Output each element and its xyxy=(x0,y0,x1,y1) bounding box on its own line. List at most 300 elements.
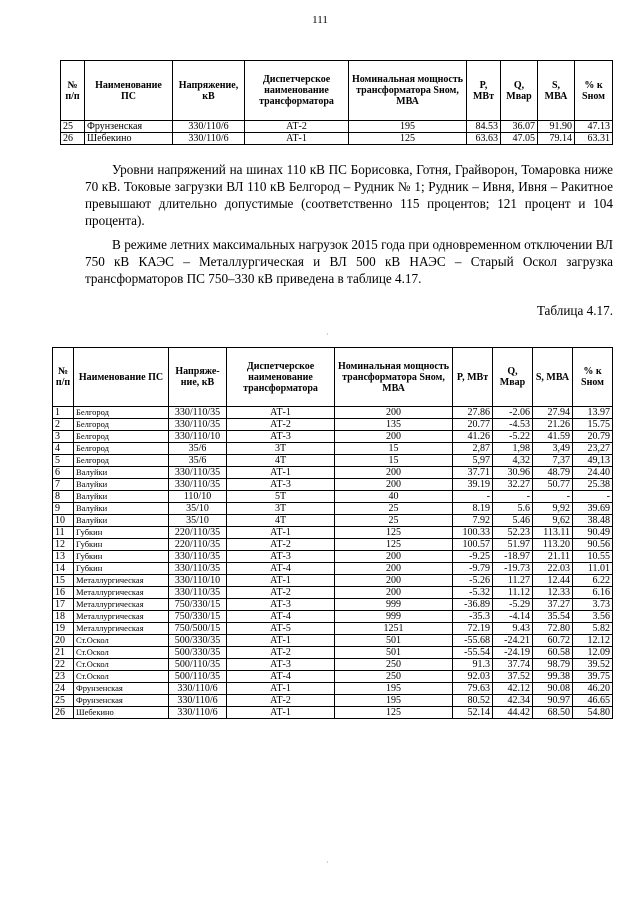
cell-percent: 47.13 xyxy=(575,121,613,133)
cell-s: 113.20 xyxy=(533,539,573,551)
cell-s: 113.11 xyxy=(533,527,573,539)
cell-transformer: АТ-1 xyxy=(227,527,335,539)
cell-index: 22 xyxy=(53,659,74,671)
cell-p: 8.19 xyxy=(453,503,493,515)
cell-transformer: 4Т xyxy=(227,515,335,527)
table-row xyxy=(53,407,613,419)
cell-substation: Фрунзенская xyxy=(74,683,169,695)
cell-transformer: АТ-1 xyxy=(227,575,335,587)
table-top-body xyxy=(61,121,613,145)
table-row xyxy=(61,121,613,133)
cell-rated-power: 200 xyxy=(335,551,453,563)
paragraph-voltage-levels: Уровни напряжений на шинах 110 кВ ПС Борисовка, Готня, Грайворон, Томаровка ниже 70 кВ. Токовые загрузки ВЛ 110 кВ Белгород – Рудник № 1; Рудник – Ивня, Ивня – Ракитное превышают длительно допустимые (соответственно 115 процентов; 121 процент и 104 процента). xyxy=(85,162,613,228)
cell-s: 37.27 xyxy=(533,599,573,611)
table-row xyxy=(53,443,613,455)
table-row xyxy=(53,515,613,527)
cell-q: 51.97 xyxy=(493,539,533,551)
header-cell: Диспетчерское наименование трансформатора xyxy=(245,61,349,121)
cell-p: 79.63 xyxy=(453,683,493,695)
cell-voltage: 35/6 xyxy=(169,443,227,455)
cell-q: 4,32 xyxy=(493,455,533,467)
cell-percent: 5.82 xyxy=(573,623,613,635)
table-main xyxy=(52,347,613,719)
cell-transformer: АТ-1 xyxy=(227,635,335,647)
cell-voltage: 330/110/6 xyxy=(173,133,245,145)
cell-rated-power: 501 xyxy=(335,647,453,659)
cell-q: 52.23 xyxy=(493,527,533,539)
cell-index: 21 xyxy=(53,647,74,659)
cell-q: 37.74 xyxy=(493,659,533,671)
cell-voltage: 220/110/35 xyxy=(169,527,227,539)
table-main-body xyxy=(53,407,613,719)
cell-index: 4 xyxy=(53,443,74,455)
cell-index: 17 xyxy=(53,599,74,611)
table-row xyxy=(61,133,613,145)
cell-q: 42.34 xyxy=(493,695,533,707)
cell-s: 27.94 xyxy=(533,407,573,419)
cell-percent: 3.73 xyxy=(573,599,613,611)
header-cell: Номинальная мощность трансформатора Sном, МВА xyxy=(349,61,467,121)
cell-percent: - xyxy=(573,491,613,503)
cell-percent: 20.79 xyxy=(573,431,613,443)
cell-substation: Губкин xyxy=(74,539,169,551)
cell-voltage: 750/330/15 xyxy=(169,611,227,623)
cell-p: 92.03 xyxy=(453,671,493,683)
cell-percent: 15.75 xyxy=(573,419,613,431)
cell-index: 24 xyxy=(53,683,74,695)
cell-percent: 39.75 xyxy=(573,671,613,683)
cell-q: -2.06 xyxy=(493,407,533,419)
cell-q: - xyxy=(493,491,533,503)
cell-s: 21.26 xyxy=(533,419,573,431)
cell-voltage: 330/110/35 xyxy=(169,551,227,563)
cell-voltage: 330/110/35 xyxy=(169,563,227,575)
cell-p: 5,97 xyxy=(453,455,493,467)
cell-q: 11.12 xyxy=(493,587,533,599)
cell-rated-power: 15 xyxy=(335,455,453,467)
cell-p: -5.32 xyxy=(453,587,493,599)
cell-rated-power: 40 xyxy=(335,491,453,503)
cell-voltage: 500/110/35 xyxy=(169,671,227,683)
cell-p: 91.3 xyxy=(453,659,493,671)
table-row xyxy=(53,491,613,503)
cell-substation: Белгород xyxy=(74,407,169,419)
cell-voltage: 750/330/15 xyxy=(169,599,227,611)
table-row xyxy=(53,599,613,611)
cell-rated-power: 200 xyxy=(335,587,453,599)
cell-q: 44.42 xyxy=(493,707,533,719)
cell-q: 1,98 xyxy=(493,443,533,455)
cell-rated-power: 195 xyxy=(335,695,453,707)
header-cell: % к Sном xyxy=(575,61,613,121)
cell-substation: Губкин xyxy=(74,563,169,575)
header-cell: S, МВА xyxy=(538,61,575,121)
cell-index: 2 xyxy=(53,419,74,431)
cell-index: 18 xyxy=(53,611,74,623)
cell-s: 35.54 xyxy=(533,611,573,623)
table-row xyxy=(53,659,613,671)
cell-q: 36.07 xyxy=(501,121,538,133)
table-row xyxy=(53,671,613,683)
cell-substation: Шебекино xyxy=(85,133,173,145)
cell-transformer: АТ-4 xyxy=(227,563,335,575)
cell-s: 68.50 xyxy=(533,707,573,719)
cell-transformer: 5Т xyxy=(227,491,335,503)
cell-voltage: 330/110/10 xyxy=(169,431,227,443)
table-row xyxy=(53,539,613,551)
cell-percent: 6.16 xyxy=(573,587,613,599)
header-cell: Диспетчерское наименование трансформатора xyxy=(227,348,335,407)
cell-p: 27.86 xyxy=(453,407,493,419)
cell-index: 8 xyxy=(53,491,74,503)
cell-p: 63.63 xyxy=(467,133,501,145)
table-row xyxy=(53,647,613,659)
cell-s: 98.79 xyxy=(533,659,573,671)
cell-transformer: АТ-4 xyxy=(227,671,335,683)
cell-q: 30.96 xyxy=(493,467,533,479)
cell-transformer: 3Т xyxy=(227,503,335,515)
cell-p: 2,87 xyxy=(453,443,493,455)
cell-transformer: АТ-2 xyxy=(227,695,335,707)
cell-index: 25 xyxy=(53,695,74,707)
cell-transformer: АТ-1 xyxy=(245,133,349,145)
cell-percent: 46.65 xyxy=(573,695,613,707)
cell-transformer: 4Т xyxy=(227,455,335,467)
cell-percent: 11.01 xyxy=(573,563,613,575)
header-cell: Напряже-ние, кВ xyxy=(169,348,227,407)
cell-transformer: АТ-5 xyxy=(227,623,335,635)
cell-voltage: 500/330/35 xyxy=(169,647,227,659)
cell-s: 22.03 xyxy=(533,563,573,575)
cell-q: 47.05 xyxy=(501,133,538,145)
cell-s: 60.72 xyxy=(533,635,573,647)
cell-index: 14 xyxy=(53,563,74,575)
cell-index: 1 xyxy=(53,407,74,419)
table-row xyxy=(53,431,613,443)
cell-rated-power: 200 xyxy=(335,479,453,491)
table-row xyxy=(53,503,613,515)
cell-rated-power: 250 xyxy=(335,671,453,683)
header-cell: Q, Мвар xyxy=(501,61,538,121)
cell-transformer: АТ-1 xyxy=(227,467,335,479)
cell-voltage: 330/110/6 xyxy=(169,683,227,695)
cell-voltage: 330/110/35 xyxy=(169,479,227,491)
cell-s: 12.33 xyxy=(533,587,573,599)
cell-percent: 6.22 xyxy=(573,575,613,587)
cell-s: 50.77 xyxy=(533,479,573,491)
table-row xyxy=(53,623,613,635)
cell-p: 41.26 xyxy=(453,431,493,443)
cell-index: 19 xyxy=(53,623,74,635)
cell-transformer: АТ-1 xyxy=(227,683,335,695)
cell-voltage: 220/110/35 xyxy=(169,539,227,551)
cell-rated-power: 200 xyxy=(335,431,453,443)
cell-s: - xyxy=(533,491,573,503)
scan-mark: · xyxy=(326,858,329,867)
cell-voltage: 35/10 xyxy=(169,503,227,515)
cell-substation: Металлургическая xyxy=(74,575,169,587)
header-cell: % к Sном xyxy=(573,348,613,407)
cell-substation: Металлургическая xyxy=(74,599,169,611)
cell-rated-power: 125 xyxy=(335,539,453,551)
header-cell: № п/п xyxy=(53,348,74,407)
cell-rated-power: 125 xyxy=(335,527,453,539)
header-cell: Наименование ПС xyxy=(74,348,169,407)
table-row xyxy=(53,683,613,695)
cell-p: - xyxy=(453,491,493,503)
cell-p: 7.92 xyxy=(453,515,493,527)
cell-transformer: АТ-2 xyxy=(227,419,335,431)
cell-voltage: 330/110/6 xyxy=(173,121,245,133)
cell-percent: 90.56 xyxy=(573,539,613,551)
cell-p: 72.19 xyxy=(453,623,493,635)
cell-transformer: АТ-3 xyxy=(227,431,335,443)
cell-voltage: 500/110/35 xyxy=(169,659,227,671)
cell-p: 20.77 xyxy=(453,419,493,431)
cell-index: 12 xyxy=(53,539,74,551)
scan-mark: · xyxy=(326,330,329,339)
cell-s: 91.90 xyxy=(538,121,575,133)
cell-substation: Белгород xyxy=(74,443,169,455)
cell-transformer: АТ-4 xyxy=(227,611,335,623)
cell-substation: Фрунзенская xyxy=(74,695,169,707)
cell-voltage: 110/10 xyxy=(169,491,227,503)
cell-voltage: 500/330/35 xyxy=(169,635,227,647)
cell-s: 9,62 xyxy=(533,515,573,527)
cell-rated-power: 999 xyxy=(335,611,453,623)
header-cell: S, МВА xyxy=(533,348,573,407)
cell-rated-power: 501 xyxy=(335,635,453,647)
cell-substation: Валуйки xyxy=(74,515,169,527)
cell-p: 52.14 xyxy=(453,707,493,719)
cell-s: 90.08 xyxy=(533,683,573,695)
cell-p: -9.25 xyxy=(453,551,493,563)
cell-q: -4.14 xyxy=(493,611,533,623)
cell-transformer: АТ-3 xyxy=(227,659,335,671)
header-cell: Напряжение, кВ xyxy=(173,61,245,121)
cell-s: 79.14 xyxy=(538,133,575,145)
cell-p: 37.71 xyxy=(453,467,493,479)
cell-rated-power: 250 xyxy=(335,659,453,671)
cell-transformer: АТ-2 xyxy=(227,539,335,551)
cell-rated-power: 200 xyxy=(335,563,453,575)
cell-substation: Ст.Оскол xyxy=(74,635,169,647)
cell-rated-power: 25 xyxy=(335,515,453,527)
table-row xyxy=(53,587,613,599)
cell-voltage: 330/110/35 xyxy=(169,587,227,599)
header-cell: P, МВт xyxy=(453,348,493,407)
cell-percent: 38.48 xyxy=(573,515,613,527)
cell-substation: Металлургическая xyxy=(74,587,169,599)
table-row xyxy=(53,635,613,647)
cell-transformer: АТ-1 xyxy=(227,707,335,719)
cell-substation: Валуйки xyxy=(74,503,169,515)
cell-s: 72.80 xyxy=(533,623,573,635)
cell-rated-power: 25 xyxy=(335,503,453,515)
cell-q: -19.73 xyxy=(493,563,533,575)
cell-rated-power: 200 xyxy=(335,407,453,419)
cell-voltage: 35/6 xyxy=(169,455,227,467)
cell-voltage: 330/110/10 xyxy=(169,575,227,587)
cell-s: 48.79 xyxy=(533,467,573,479)
cell-transformer: АТ-1 xyxy=(227,407,335,419)
cell-index: 10 xyxy=(53,515,74,527)
cell-substation: Белгород xyxy=(74,431,169,443)
cell-substation: Белгород xyxy=(74,419,169,431)
cell-p: -5.26 xyxy=(453,575,493,587)
cell-s: 60.58 xyxy=(533,647,573,659)
cell-substation: Валуйки xyxy=(74,491,169,503)
cell-substation: Валуйки xyxy=(74,467,169,479)
cell-substation: Металлургическая xyxy=(74,623,169,635)
cell-percent: 12.09 xyxy=(573,647,613,659)
cell-percent: 90.49 xyxy=(573,527,613,539)
cell-s: 12.44 xyxy=(533,575,573,587)
cell-p: 80.52 xyxy=(453,695,493,707)
table-row xyxy=(53,563,613,575)
cell-index: 9 xyxy=(53,503,74,515)
cell-percent: 54.80 xyxy=(573,707,613,719)
cell-index: 15 xyxy=(53,575,74,587)
cell-percent: 10.55 xyxy=(573,551,613,563)
cell-q: -24.19 xyxy=(493,647,533,659)
table-top-header xyxy=(61,61,613,121)
table-caption: Таблица 4.17. xyxy=(536,303,613,318)
cell-transformer: АТ-2 xyxy=(227,647,335,659)
table-row xyxy=(53,611,613,623)
cell-q: -5.29 xyxy=(493,599,533,611)
cell-rated-power: 200 xyxy=(335,575,453,587)
cell-substation: Ст.Оскол xyxy=(74,647,169,659)
cell-s: 21.11 xyxy=(533,551,573,563)
cell-transformer: АТ-3 xyxy=(227,479,335,491)
cell-p: -9.79 xyxy=(453,563,493,575)
cell-q: 37.52 xyxy=(493,671,533,683)
table-row xyxy=(53,695,613,707)
cell-voltage: 330/110/6 xyxy=(169,695,227,707)
paragraph-summer-mode: В режиме летних максимальных нагрузок 2015 года при одновременном отключении ВЛ 750 кВ КАЭС – Металлургическая и ВЛ 500 кВ НАЭС – Старый Оскол загрузка трансформаторов ПС 750–330 кВ приведена в таблице 4.17. xyxy=(85,237,613,286)
cell-p: -55.54 xyxy=(453,647,493,659)
table-row xyxy=(53,551,613,563)
cell-q: 11.27 xyxy=(493,575,533,587)
table-row xyxy=(53,707,613,719)
cell-percent: 46.20 xyxy=(573,683,613,695)
cell-substation: Ст.Оскол xyxy=(74,659,169,671)
header-cell: P, МВт xyxy=(467,61,501,121)
cell-percent: 49,13 xyxy=(573,455,613,467)
table-row xyxy=(53,419,613,431)
cell-index: 26 xyxy=(61,133,85,145)
cell-rated-power: 15 xyxy=(335,443,453,455)
cell-q: -4.53 xyxy=(493,419,533,431)
cell-index: 11 xyxy=(53,527,74,539)
cell-rated-power: 135 xyxy=(335,419,453,431)
cell-index: 5 xyxy=(53,455,74,467)
cell-percent: 23,27 xyxy=(573,443,613,455)
cell-s: 41.59 xyxy=(533,431,573,443)
cell-rated-power: 195 xyxy=(349,121,467,133)
cell-q: 42.12 xyxy=(493,683,533,695)
cell-percent: 3.56 xyxy=(573,611,613,623)
cell-voltage: 330/110/35 xyxy=(169,467,227,479)
cell-index: 20 xyxy=(53,635,74,647)
cell-substation: Ст.Оскол xyxy=(74,671,169,683)
cell-percent: 39.69 xyxy=(573,503,613,515)
cell-substation: Металлургическая xyxy=(74,611,169,623)
cell-substation: Губкин xyxy=(74,551,169,563)
cell-substation: Белгород xyxy=(74,455,169,467)
cell-voltage: 35/10 xyxy=(169,515,227,527)
cell-index: 26 xyxy=(53,707,74,719)
cell-rated-power: 125 xyxy=(335,707,453,719)
table-top xyxy=(60,60,613,145)
cell-p: -36.89 xyxy=(453,599,493,611)
header-cell: Q, Мвар xyxy=(493,348,533,407)
cell-index: 16 xyxy=(53,587,74,599)
cell-index: 7 xyxy=(53,479,74,491)
cell-rated-power: 125 xyxy=(349,133,467,145)
cell-voltage: 330/110/35 xyxy=(169,419,227,431)
header-cell: Наименование ПС xyxy=(85,61,173,121)
cell-q: 32.27 xyxy=(493,479,533,491)
table-row xyxy=(53,527,613,539)
cell-q: 9.43 xyxy=(493,623,533,635)
cell-percent: 12.12 xyxy=(573,635,613,647)
cell-p: 39.19 xyxy=(453,479,493,491)
cell-index: 6 xyxy=(53,467,74,479)
cell-voltage: 750/500/15 xyxy=(169,623,227,635)
cell-rated-power: 999 xyxy=(335,599,453,611)
table-row xyxy=(53,455,613,467)
cell-q: -5.22 xyxy=(493,431,533,443)
cell-transformer: АТ-2 xyxy=(245,121,349,133)
cell-percent: 25.38 xyxy=(573,479,613,491)
cell-q: -18.97 xyxy=(493,551,533,563)
cell-p: 84.53 xyxy=(467,121,501,133)
cell-transformer: АТ-3 xyxy=(227,599,335,611)
cell-index: 25 xyxy=(61,121,85,133)
header-cell: Номинальная мощность трансформатора Sном, МВА xyxy=(335,348,453,407)
cell-substation: Шебекино xyxy=(74,707,169,719)
cell-s: 7,37 xyxy=(533,455,573,467)
cell-voltage: 330/110/35 xyxy=(169,407,227,419)
cell-substation: Валуйки xyxy=(74,479,169,491)
cell-rated-power: 1251 xyxy=(335,623,453,635)
cell-percent: 63.31 xyxy=(575,133,613,145)
header-cell: № п/п xyxy=(61,61,85,121)
cell-voltage: 330/110/6 xyxy=(169,707,227,719)
cell-p: -55.68 xyxy=(453,635,493,647)
cell-rated-power: 200 xyxy=(335,467,453,479)
table-main-header xyxy=(53,348,613,407)
page-number: 111 xyxy=(312,14,328,26)
cell-percent: 24.40 xyxy=(573,467,613,479)
cell-rated-power: 195 xyxy=(335,683,453,695)
table-row xyxy=(53,575,613,587)
cell-substation: Фрунзенская xyxy=(85,121,173,133)
cell-transformer: АТ-3 xyxy=(227,551,335,563)
cell-substation: Губкин xyxy=(74,527,169,539)
cell-s: 9,92 xyxy=(533,503,573,515)
cell-index: 13 xyxy=(53,551,74,563)
cell-transformer: 3Т xyxy=(227,443,335,455)
cell-p: -35.3 xyxy=(453,611,493,623)
table-row xyxy=(53,479,613,491)
cell-q: 5.6 xyxy=(493,503,533,515)
cell-q: -24.21 xyxy=(493,635,533,647)
table-row xyxy=(53,467,613,479)
cell-index: 3 xyxy=(53,431,74,443)
